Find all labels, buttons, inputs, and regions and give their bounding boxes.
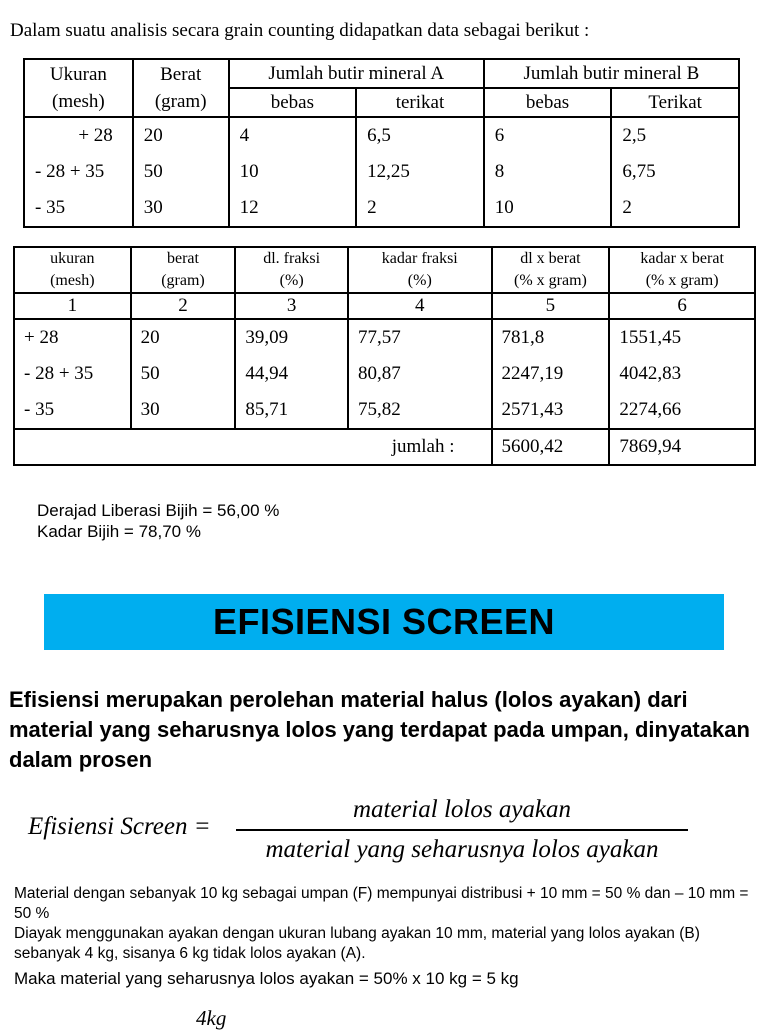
intro-text: Dalam suatu analisis secara grain counting didapatkan data sebagai berikut : bbox=[10, 20, 590, 41]
section-banner bbox=[44, 594, 724, 650]
header-line: (% x gram) bbox=[513, 272, 587, 289]
cell: 80,87 bbox=[358, 363, 401, 384]
header-ukuran bbox=[14, 247, 131, 293]
header-line: (%) bbox=[407, 272, 432, 289]
partial-fraction: 4kg bbox=[196, 1006, 227, 1030]
col-b-terikat bbox=[611, 117, 739, 227]
header-line: (gram) bbox=[161, 272, 205, 289]
cell: 20 bbox=[140, 327, 160, 348]
header-b-bebas: bebas bbox=[484, 88, 612, 117]
cell: 1551,45 bbox=[619, 327, 682, 348]
col-kadar-fraksi bbox=[348, 319, 492, 429]
header-kadar-x-berat bbox=[609, 247, 755, 293]
header-ukuran bbox=[24, 59, 133, 117]
header-line: kadar fraksi bbox=[381, 250, 458, 267]
cell: 85,71 bbox=[245, 399, 289, 420]
header-dl-x-berat bbox=[492, 247, 610, 293]
cell-berat: 20 bbox=[143, 125, 163, 146]
header-berat bbox=[133, 59, 229, 117]
results-block bbox=[37, 500, 279, 542]
header-line: dl. fraksi bbox=[263, 250, 321, 267]
cell-ukuran: - 28 + 35 bbox=[35, 161, 105, 182]
cell: 30 bbox=[140, 399, 160, 420]
col-number: 1 bbox=[14, 293, 131, 319]
header-line: (%) bbox=[279, 272, 304, 289]
header-line: kadar x berat bbox=[640, 250, 724, 267]
header-dl-fraksi bbox=[235, 247, 348, 293]
cell-berat: 30 bbox=[143, 197, 163, 218]
col-a-bebas bbox=[229, 117, 357, 227]
sum-label: jumlah : bbox=[14, 429, 492, 465]
section-title: EFISIENSI SCREEN bbox=[212, 601, 556, 642]
cell: 50 bbox=[140, 363, 160, 384]
cell: 39,09 bbox=[245, 327, 289, 348]
col-number: 4 bbox=[348, 293, 492, 319]
sum-kadar: 7869,94 bbox=[609, 429, 755, 465]
header-line: berat bbox=[166, 250, 199, 267]
header-berat-line1: Berat bbox=[160, 64, 202, 85]
col-ukuran bbox=[24, 117, 133, 227]
col-berat bbox=[133, 117, 229, 227]
col-berat bbox=[131, 319, 236, 429]
cell-a-bebas: 4 bbox=[239, 125, 250, 146]
cell: 2571,43 bbox=[501, 399, 564, 420]
cell: 2247,19 bbox=[501, 363, 564, 384]
example-feed: Material dengan sebanyak 10 kg sebagai umpan (F) mempunyai distribusi + 10 mm = 50 % dan – 10 mm = 50 % bbox=[14, 885, 749, 922]
header-a-terikat: terikat bbox=[356, 88, 484, 117]
cell: - 28 + 35 bbox=[24, 363, 94, 384]
calculation-table bbox=[13, 246, 756, 466]
example-paragraph bbox=[14, 884, 754, 964]
cell: 44,94 bbox=[245, 363, 289, 384]
header-b-terikat: Terikat bbox=[611, 88, 739, 117]
header-ukuran-line2: (mesh) bbox=[52, 91, 105, 112]
cell-b-terikat: 2 bbox=[622, 197, 632, 218]
cell-b-terikat: 6,75 bbox=[622, 161, 656, 182]
header-ukuran-line1: Ukuran bbox=[49, 64, 107, 85]
sum-dl: 5600,42 bbox=[492, 429, 610, 465]
header-berat-line2: (gram) bbox=[154, 91, 207, 112]
cell-a-bebas: 10 bbox=[239, 161, 259, 182]
cell: 2274,66 bbox=[619, 399, 682, 420]
cell-berat: 50 bbox=[143, 161, 163, 182]
cell: + 28 bbox=[24, 327, 59, 348]
cell-a-terikat: 6,5 bbox=[367, 125, 391, 146]
header-kadar-fraksi bbox=[348, 247, 492, 293]
col-b-bebas bbox=[484, 117, 612, 227]
col-ukuran bbox=[14, 319, 131, 429]
cell: 75,82 bbox=[358, 399, 401, 420]
col-number: 2 bbox=[131, 293, 236, 319]
col-dl-x-berat bbox=[492, 319, 610, 429]
col-dl-fraksi bbox=[235, 319, 348, 429]
cell-ukuran: + 28 bbox=[78, 125, 113, 146]
header-berat bbox=[131, 247, 236, 293]
col-number: 6 bbox=[609, 293, 755, 319]
col-kadar-x-berat bbox=[609, 319, 755, 429]
equation-lhs: Efisiensi Screen = bbox=[28, 813, 211, 840]
col-a-terikat bbox=[356, 117, 484, 227]
header-mineral-b: Jumlah butir mineral B bbox=[484, 59, 739, 88]
cell-a-terikat: 12,25 bbox=[367, 161, 410, 182]
header-line: ukuran bbox=[50, 250, 95, 267]
definition-text: Efisiensi merupakan perolehan material halus (lolos ayakan) dari material yang seharusnya lolos yang terdapat pada umpan, dinyatakan dalam prosen bbox=[9, 687, 750, 772]
header-line: (% x gram) bbox=[645, 272, 719, 289]
col-number: 3 bbox=[235, 293, 348, 319]
cell-b-terikat: 2,5 bbox=[622, 125, 647, 146]
equation-denominator: material yang seharusnya lolos ayakan bbox=[265, 836, 659, 863]
maka-text: Maka material yang seharusnya lolos ayakan = 50% x 10 kg = 5 kg bbox=[14, 969, 519, 988]
cell-a-terikat: 2 bbox=[367, 197, 377, 218]
cell-a-bebas: 12 bbox=[239, 197, 259, 218]
example-screening: Diayak menggunakan ayakan dengan ukuran lubang ayakan 10 mm, material yang lolos ayakan (B) sebanyak 4 kg, sisanya 6 kg tidak lolos ayakan (A). bbox=[14, 925, 700, 962]
cell: 77,57 bbox=[358, 327, 401, 348]
header-mineral-a: Jumlah butir mineral A bbox=[229, 59, 484, 88]
header-a-bebas: bebas bbox=[229, 88, 357, 117]
cell-b-bebas: 8 bbox=[494, 161, 505, 182]
fraction-bar bbox=[236, 829, 688, 831]
kadar-bijih: Kadar Bijih = 78,70 % bbox=[37, 522, 201, 541]
cell-ukuran: - 35 bbox=[35, 197, 66, 218]
cell-b-bebas: 10 bbox=[494, 197, 514, 218]
derajad-liberasi: Derajad Liberasi Bijih = 56,00 % bbox=[37, 501, 280, 520]
cell: - 35 bbox=[24, 399, 55, 420]
grain-count-table bbox=[23, 58, 740, 228]
header-line: (mesh) bbox=[50, 272, 95, 289]
col-number: 5 bbox=[492, 293, 610, 319]
header-line: dl x berat bbox=[520, 250, 581, 267]
cell: 4042,83 bbox=[619, 363, 682, 384]
cell-b-bebas: 6 bbox=[494, 125, 505, 146]
cell: 781,8 bbox=[501, 327, 545, 348]
equation-numerator: material lolos ayakan bbox=[352, 796, 572, 823]
